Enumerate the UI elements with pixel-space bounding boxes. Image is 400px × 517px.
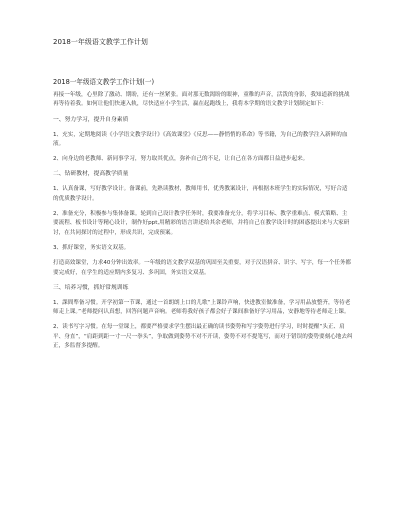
article-body [53,78,353,357]
paragraph: 2、向身边的老教师、新同事学习，努力取其优点，弥补自己的不足，让自己在各方面都日益进步起来。 [53,156,309,163]
paragraph: 1、充实，定期地阅读《小学语文教学设计》《高效课堂》《反思——静悄悄的革命》等书籍，为自己的教学注入新鲜的血液。 [53,131,348,147]
section-heading: 一、努力学习，提升自身素质 [53,116,129,123]
paragraph: 1、課間準备习惯。开学初第一节课，通过一首朗朗上口的儿歌“上课铃声响，快进教室做准备，学习用品放整齐，等待老师走上课。”老师提问认真想，回答问题声音响。老师将我好孩子都会好子课间准备好学习用品，安静地等待老师走上课。 [53,299,351,316]
document-title: 2018一年级语文教学工作计划 [53,38,148,46]
section-heading: 三、培养习惯，抓好常规训练 [53,284,129,291]
paragraph: 1、认真备课，写好教学设计。备课前，先熟读教材，教师用书，优秀教案设计，再根据本班学生的实际情况，写好合适的优质教学设计。 [53,186,348,202]
paragraph: 打造高效课堂，力求40分钟出效率。一年级的语文教学双基的巩固至关重要，对于汉语拼音、识字、写字，每一个任务都要完成好，在学生的适应期内多复习、多巩固，务实语文双基。 [53,260,351,276]
paragraph: 3、抓好课堂，务实语文双基。 [53,244,130,251]
paragraph: 2、读书写字习惯。在每一堂课上，都要严格要求学生摆出最正确的读书姿势和写字姿势进行学习，时时提醒“头正、肩平、身直”，“肩距到距一寸一尺一拳头”，争取做到姿势不对不开读，姿势不对不提笔写，而对于错误的姿势要刻心地去纠正，多监督多提醒。 [53,324,353,350]
section-heading: 二、钻研教材，提高教学质量 [53,171,129,178]
intro-paragraph: 再接一年级，心里除了激动、期盼，还有一丝紧张。面对那无数渴盼的眼神，童稚的声音，活泼的身影，我知道新的挑战再等待着我。如何让他们快速入轨，尽快适应小学生活，赢在起跑线上，我将本学期的语文教学计划制定如下： [53,92,350,108]
paragraph: 2、准备充分，积极参与集体备课。轮到自己设计教学任务时，我要准备充分，将学习目标、教学重难点、模式策略、主要流程、板书设计等精心设计，制作好ppt,用精彩的语言讲述给其余老师，并将自己在教学设计时的困惑提出来与大家研讨，在共同探讨的过程中，形成共识，完成预案。 [53,211,350,236]
article-title: 2018一年级语文教学工作计划(一) [53,78,155,86]
